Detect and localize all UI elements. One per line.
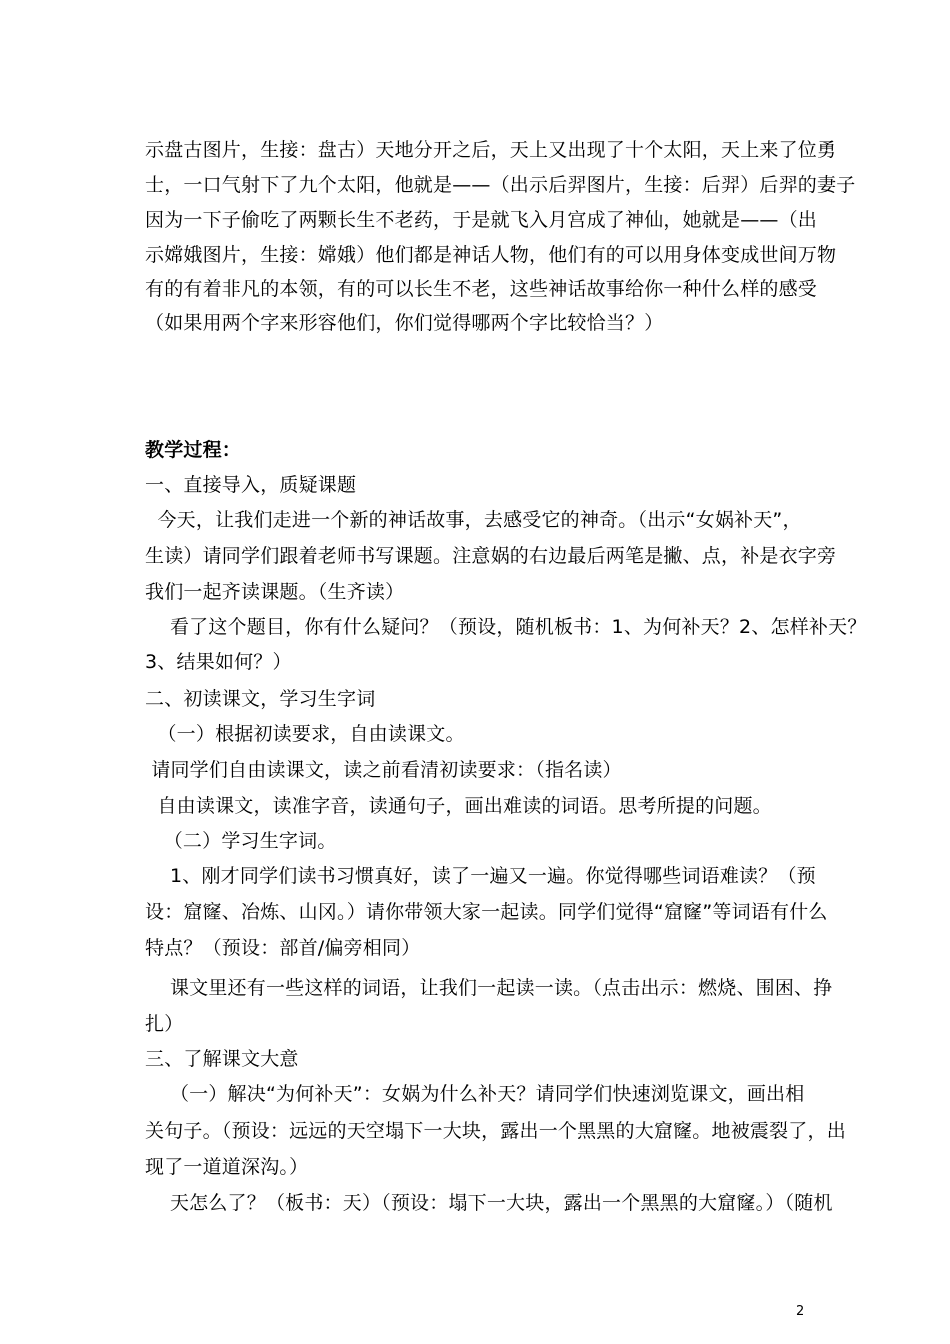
text-line: 1、刚才同学们读书习惯真好，读了一遍又一遍。你觉得哪些词语难读？（预 — [145, 865, 816, 887]
text-line: 天怎么了？（板书：天）（预设：塌下一大块，露出一个黑黑的大窟窿。）（随机 — [145, 1192, 833, 1214]
text-line: 士，一口气射下了九个太阳，他就是——（出示后羿图片，生接：后羿）后羿的妻子 — [145, 174, 856, 196]
text-line: 3、结果如何？） — [145, 651, 292, 673]
text-line: 一、直接导入，质疑课题 — [145, 474, 357, 496]
text-line: 课文里还有一些这样的词语，让我们一起读一读。（点击出示：燃烧、围困、挣 — [145, 977, 833, 999]
text-line: 二、初读课文，学习生字词 — [145, 688, 376, 710]
text-line: （如果用两个字来形容他们，你们觉得哪两个字比较恰当？） — [145, 312, 664, 334]
text-line: 设：窟窿、冶炼、山冈。）请你带领大家一起读。同学们觉得“窟窿”等词语有什么 — [145, 901, 828, 923]
text-line: 三、了解课文大意 — [145, 1048, 299, 1070]
text-line: （一）解决“为何补天”：女娲为什么补天？请同学们快速浏览课文，画出相 — [145, 1083, 805, 1105]
text-line: 看了这个题目，你有什么疑问？（预设，随机板书：1、为何补天？2、怎样补天？ — [145, 616, 867, 638]
text-line: 现了一道道深沟。） — [145, 1156, 309, 1178]
text-line: 扎） — [145, 1013, 184, 1035]
text-line: 有的有着非凡的本领，有的可以长生不老，这些神话故事给你一种什么样的感受 — [145, 278, 818, 300]
text-line: 关句子。（预设：远远的天空塌下一大块，露出一个黑黑的大窟窿。地被震裂了，出 — [145, 1120, 846, 1142]
text-line: 特点？（预设：部首/偏旁相同） — [145, 937, 421, 959]
text-line: 请同学们自由读课文，读之前看清初读要求：（指名读） — [145, 759, 622, 781]
text-line: （一）根据初读要求，自由读课文。 — [145, 723, 465, 745]
text-line: 因为一下子偷吃了两颗长生不老药，于是就飞入月宫成了神仙，她就是——（出 — [145, 209, 818, 231]
text-line: 我们一起齐读课题。（生齐读） — [145, 581, 405, 603]
section-heading: 教学过程： — [145, 439, 242, 461]
text-line: 示盘古图片，生接：盘古）天地分开之后，天上又出现了十个太阳，天上来了位勇 — [145, 139, 837, 161]
text-line: 示嫦娥图片，生接：嫦娥）他们都是神话人物，他们有的可以用身体变成世间万物 — [145, 244, 837, 266]
page-number: 2 — [796, 1304, 805, 1319]
text-line: 自由读课文，读准字音，读通句子，画出难读的词语。思考所提的问题。 — [145, 795, 772, 817]
text-line: 生读）请同学们跟着老师书写课题。注意娲的右边最后两笔是撇、点，补是衣字旁 — [145, 545, 837, 567]
text-line: 今天，让我们走进一个新的神话故事，去感受它的神奇。（出示“女娲补天”， — [145, 509, 802, 531]
text-line: （二）学习生字词。 — [145, 830, 337, 852]
